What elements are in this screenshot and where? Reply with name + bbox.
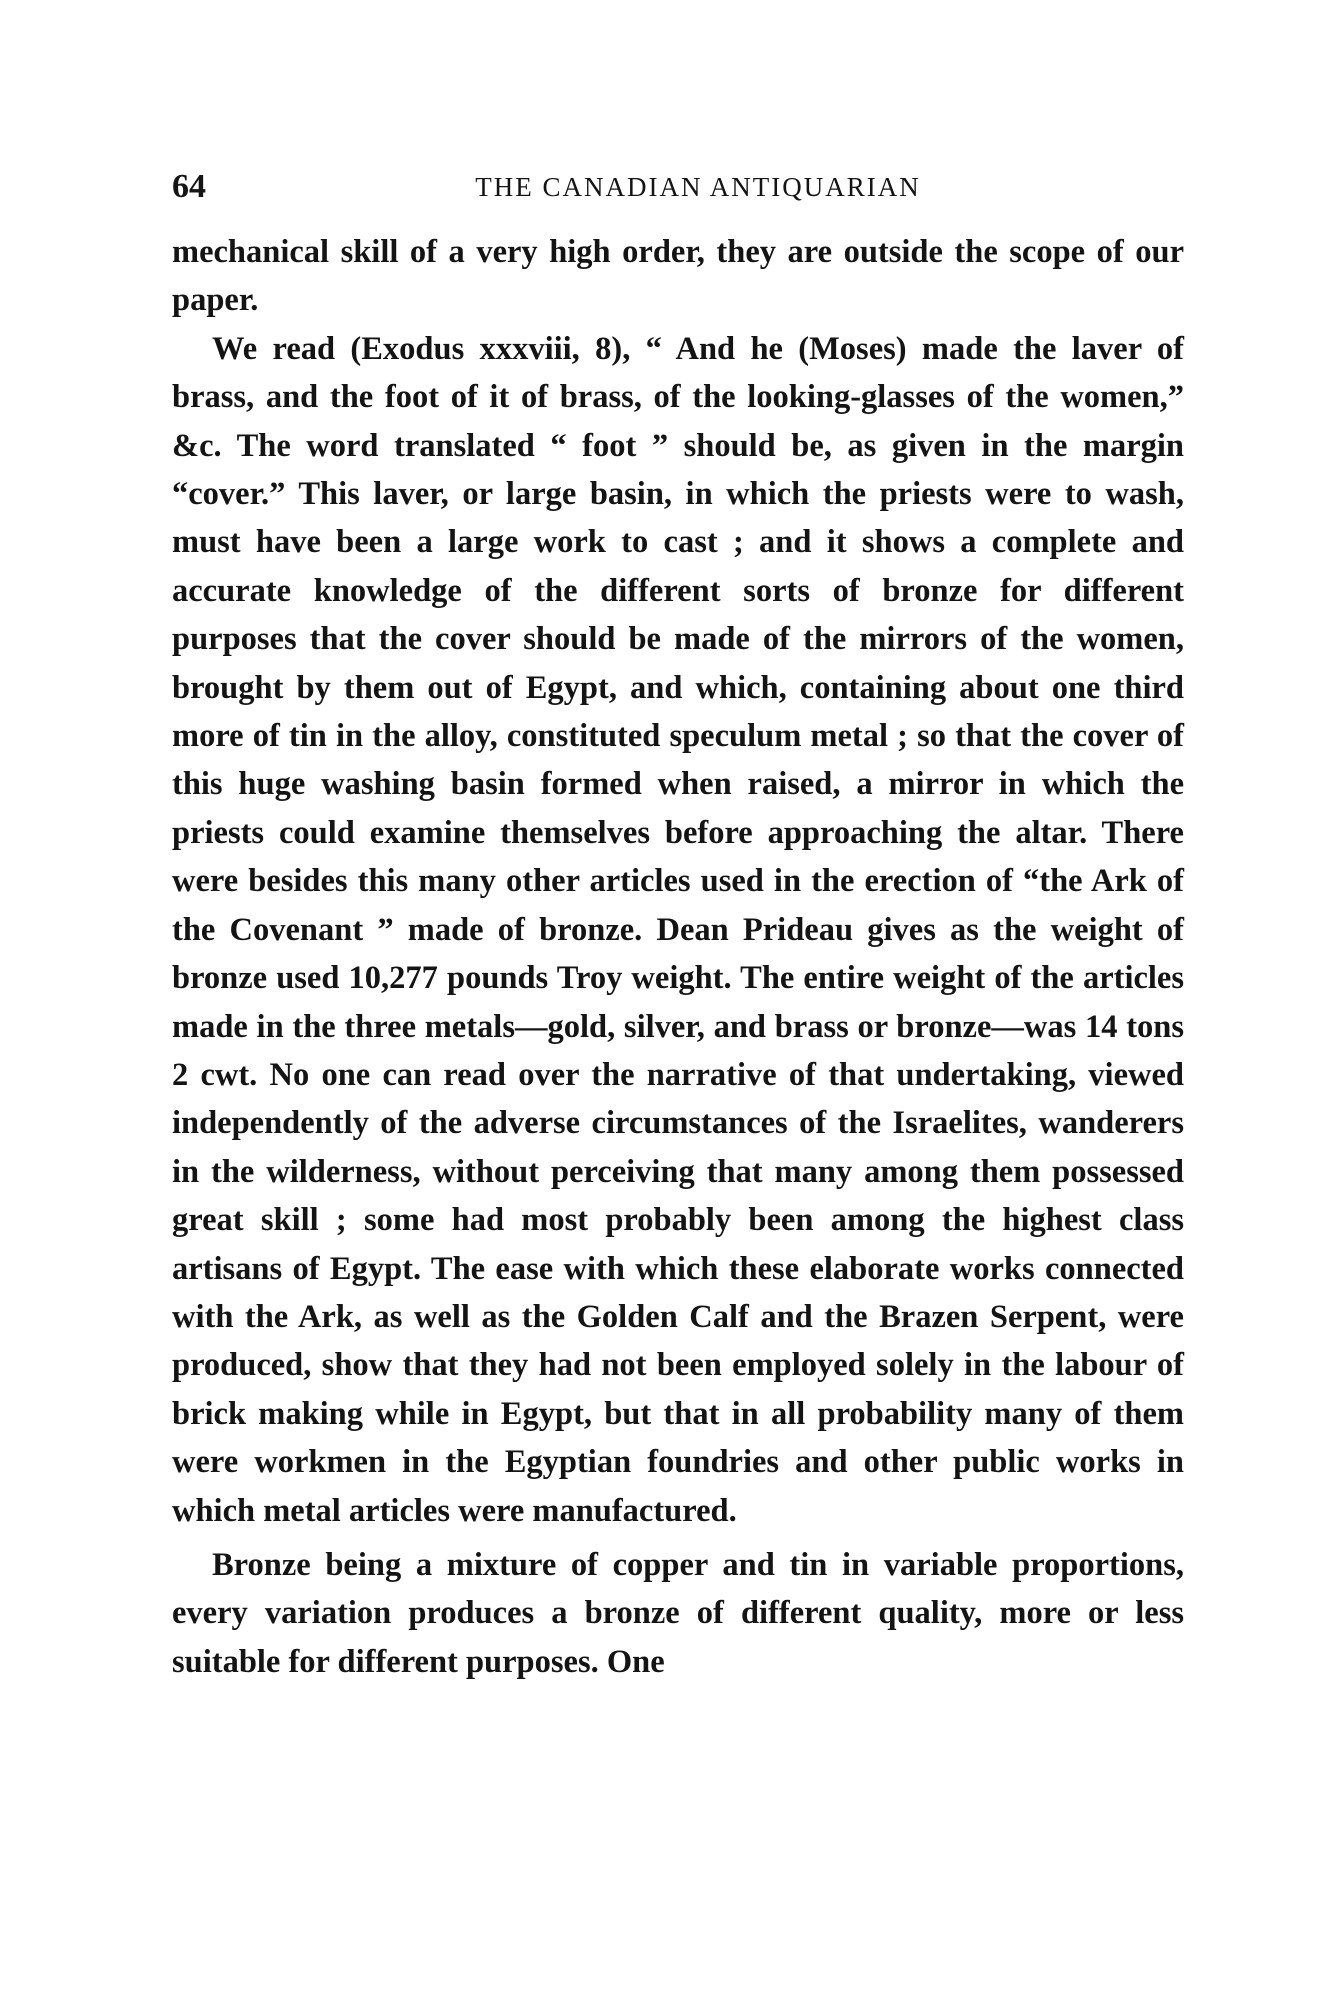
journal-title: THE CANADIAN ANTIQUARIAN	[475, 172, 921, 202]
paragraph-continuation: mechanical skill of a very high order, they are outside the scope of our paper.	[172, 234, 1184, 319]
page-number: 64	[172, 168, 206, 205]
paragraph-bronze-mixture: Bronze being a mixture of copper and tin in variable proportions, every variation produces a bronze of different quality, more or less suitable for different purposes. One	[172, 1546, 1184, 1680]
body-text	[172, 228, 1184, 1686]
running-head	[172, 162, 1184, 212]
paragraph-exodus-laver: We read (Exodus xxxviii, 8), “ And he (Moses) made the laver of brass, and the foot of it of brass, of the looking-glasses of the women,” &c. The word translated “ foot ” should be, as given in the margin “cover.” This laver, or large basin, in which the priests were to wash, must have been a large work to cast ; and it shows a complete and accurate knowledge of the different sorts of bronze for different purposes that the cover should be made of the mirrors of the women, brought by them out of Egypt, and which, containing about one third more of tin in the alloy, constituted speculum metal ; so that the cover of this huge washing basin formed when raised, a mirror in which the priests could examine themselves before approaching the altar. There were besides this many other articles used in the erection of “the Ark of the Covenant ” made of bronze. Dean Prideau gives as the weight of bronze used 10,277 pounds Troy weight. The entire weight of the articles made in the three metals—gold, silver, and brass or bronze—was 14 tons 2 cwt. No one can read over the narrative of that undertaking, viewed independently of the adverse circumstances of the Israelites, wanderers in the wilderness, without perceiving that many among them possessed great skill ; some had most probably been among the highest class artisans of Egypt. The ease with which these elaborate works connected with the Ark, as well as the Golden Calf and the Brazen Serpent, were produced, show that they had not been employed solely in the labour of brick making while in Egypt, but that in all probability many of them were workmen in the Egyptian foundries and other public works in which metal articles were manufactured.	[172, 330, 1184, 1529]
